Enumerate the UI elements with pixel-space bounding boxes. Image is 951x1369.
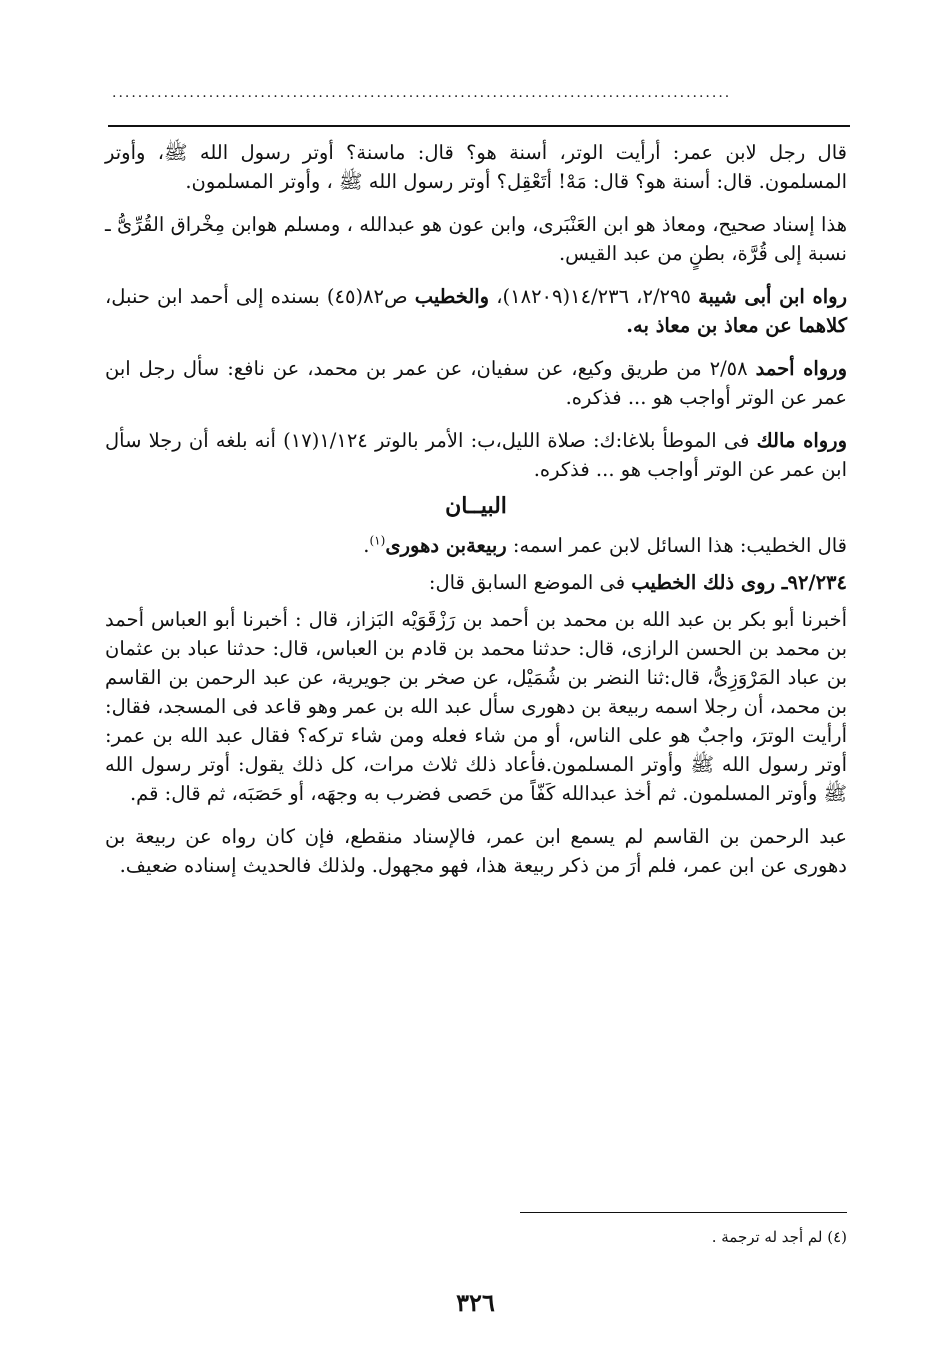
source-name: رواه ابن أبى شيبة <box>698 285 847 308</box>
source-name: والخطيب <box>414 285 490 308</box>
source-name: ورواه مالك <box>756 429 848 452</box>
footnote: (٤) لم أجد له ترجمة . <box>711 1228 847 1246</box>
footnote-marker: (١) <box>369 533 386 548</box>
page-number: ٣٢٦ <box>456 1288 495 1317</box>
section-heading: البيــان <box>445 493 507 519</box>
paragraph-takhrij-ahmad: ورواه أحمد ٢/٥٨ من طريق وكيع، عن سفيان، عن عمر بن محمد، عن نافع: سأل رجل ابن عمر عن الوتر أواجب هو ... فذكره. <box>105 357 847 409</box>
footnote-rule <box>520 1212 847 1213</box>
paragraph-takhrij-malik: ورواه مالك فى الموطأ بلاغا:ك: صلاة الليل،ب: الأمر بالوتر ١/١٢٤(١٧) أنه بلغه أن رجلا سأل ابن عمر عن الوتر أواجب هو ... فذكره. <box>105 429 848 481</box>
header-rule <box>108 125 850 127</box>
paragraph-takhrij-ibn-abi-shaybah: رواه ابن أبى شيبة ٢/٢٩٥، ١٤/٢٣٦(١٨٢٠٩)، والخطيب ص٨٢(٤٥) بسنده إلى أحمد ابن حنبل، كلاهما عن معاذ بن معاذ به. <box>105 285 847 337</box>
source-conclusion: كلاهما عن معاذ بن معاذ به. <box>626 314 847 337</box>
paragraph-isnad: أخبرنا أبو بكر بن عبد الله بن محمد بن أحمد بن رَزْقَوَيْه البَزاز، قال : أخبرنا أبو العباس أحمد بن محمد بن الحسن الرازى، قال: حدثنا محمد بن قادم بن العباس، قال: حدثنا عباد بن عثمان بن عباد المَرْوَزِىُّ، قال:ثنا النضر بن شُمَيْل، عن صخر بن جويرية، عن عبد الرحمن بن القاسم بن محمد، أن رجلا اسمه ربيعة بن دهورى سأل عبد الله بن عمر وهو قاعد فى المسجد، فقال: أرأيت الوترَ، واجبٌ هو على الناس، أو من شاء فعله ومن شاء تركه؟ فقال عبد الله بن عمر: أوتر رسول الله ﷺ وأوتر المسلمون.فأعاد ذلك ثلاث مرات، كل ذلك يقول: أوتر رسول الله ﷺ وأوتر المسلمون. ثم أخذ عبدالله كَفّاً من حَصى فضرب به وجهَه، أو حَصَبَه، ثم قال: قم. <box>105 608 847 805</box>
paragraph-khatib-statement: قال الخطيب: هذا السائل لابن عمر اسمه: ربيعةبن دهورى$^{(١)}$. <box>363 533 847 557</box>
paragraph-isnad-grading: هذا إسناد صحيح، ومعاذ هو ابن العَنْبَرى، وابن عون هو عبدالله ، ومسلم هوابن مِخْراق القُرِّىُّ ـ نسبة إلى قُرَّة، بطنٍ من عبد القيس. <box>105 213 847 265</box>
page-body <box>105 138 847 894</box>
paragraph-hadith-text: قال رجل لابن عمر: أرأيت الوتر، أسنة هو؟ قال: ماسنة؟ أوتر رسول الله ﷺ، وأوتر المسلمون. قال: أسنة هو؟ قال: مَهْ! أتَعْقِل؟ أوتر رسول الله ﷺ ، وأوتر المسلمون. <box>105 141 847 193</box>
source-name: ورواه أحمد <box>755 357 847 380</box>
paragraph-grading: عبد الرحمن بن القاسم لم يسمع ابن عمر، فالإسناد منقطع، فإن كان رواه عن ربيعة بن دهورى عن ابن عمر، فلم أرَ من ذكر ربيعة هذا، فهو مجهول. ولذلك فالحديث إسناده ضعيف. <box>105 825 847 877</box>
narrator-name: ربيعةبن دهورى <box>385 534 507 557</box>
header-dotted-line: ................................................................................................ <box>112 88 732 98</box>
entry-number: ٩٢/٢٣٤ـ <box>781 571 847 594</box>
entry-heading: ٩٢/٢٣٤ـ روى ذلك الخطيب فى الموضع السابق قال: <box>428 571 847 594</box>
